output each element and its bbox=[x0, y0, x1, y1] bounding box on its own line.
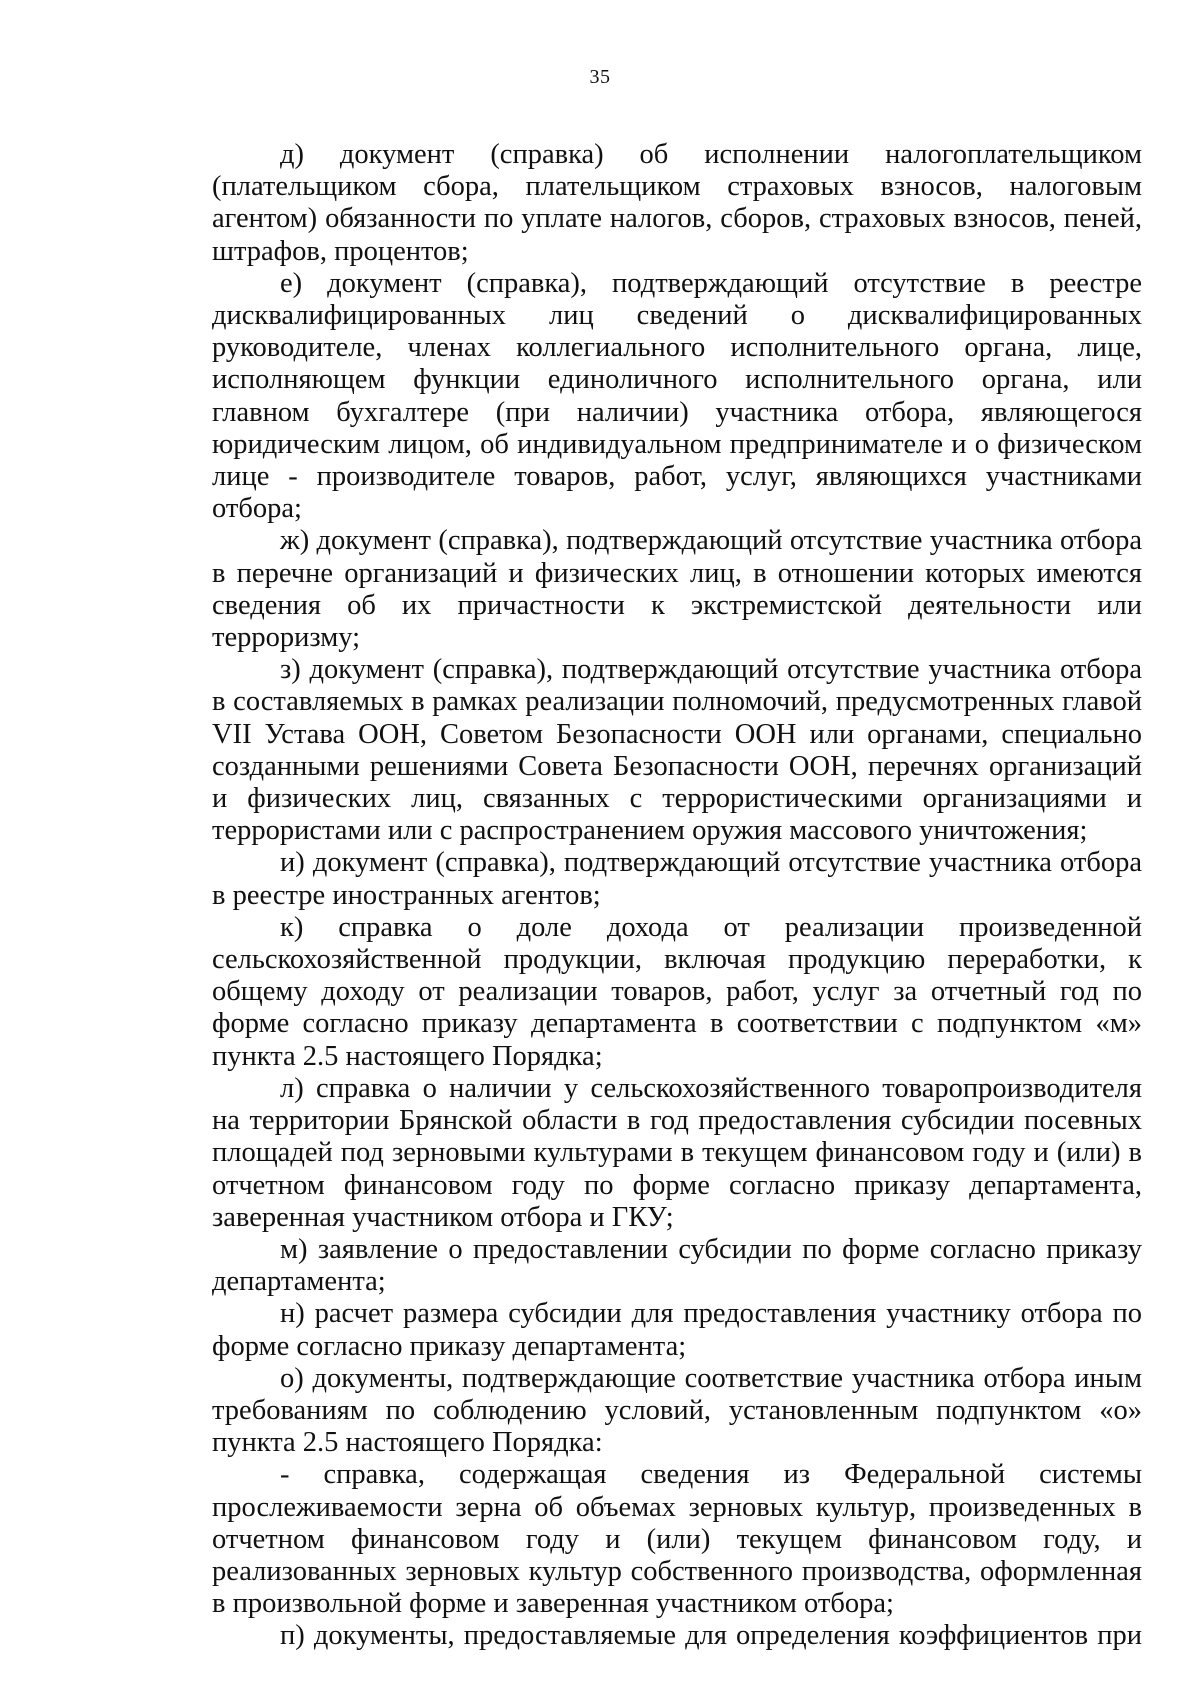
document-body bbox=[212, 139, 1142, 1653]
paragraph-d: д) документ (справка) об исполнении налогоплательщиком (плательщиком сбора, плательщиком страховых взносов, налоговым агентом) обязанности по уплате налогов, сборов, страховых взносов, пеней, штрафов, процентов; bbox=[212, 139, 1142, 267]
page-number: 35 bbox=[589, 66, 611, 88]
paragraph-o: о) документы, подтверждающие соответствие участника отбора иным требованиям по соблюдению условий, установленным подпунктом «о» пункта 2.5 настоящего Порядка: bbox=[212, 1362, 1142, 1459]
paragraph-p: п) документы, предоставляемые для определения коэффициентов при bbox=[280, 1620, 1142, 1652]
paragraph-i: и) документ (справка), подтверждающий отсутствие участника отбора в реестре иностранных агентов; bbox=[212, 847, 1142, 911]
paragraph-zh: ж) документ (справка), подтверждающий отсутствие участника отбора в перечне организаций и физических лиц, в отношении которых имеются сведения об их причастности к экстремистской деятельности или терроризму; bbox=[212, 525, 1142, 654]
paragraph-n: н) расчет размера субсидии для предоставления участнику отбора по форме согласно приказу департамента; bbox=[212, 1298, 1142, 1362]
paragraph-m: м) заявление о предоставлении субсидии по форме согласно приказу департамента; bbox=[212, 1233, 1142, 1298]
paragraph-o-bullet: - справка, содержащая сведения из Федеральной системы прослеживаемости зерна об объемах зерновых культур, произведенных в отчетном финансовом году и (или) текущем финансовом году, и реализованных зерновых культур собственного производства, оформленная в произвольной форме и заверенная участником отбора; bbox=[212, 1459, 1142, 1620]
paragraph-z: з) документ (справка), подтверждающий отсутствие участника отбора в составляемых в рамках реализации полномочий, предусмотренных главой VII Устава ООН, Советом Безопасности ООН или органами, специально созданными решениями Совета Безопасности ООН, перечнях организаций и физических лиц, связанных с террористическими организациями и террористами или с распространением оружия массового уничтожения; bbox=[212, 654, 1142, 847]
paragraph-k: к) справка о доле дохода от реализации произведенной сельскохозяйственной продукции, включая продукцию переработки, к общему доходу от реализации товаров, работ, услуг за отчетный год по форме согласно приказу департамента в соответствии с подпунктом «м» пункта 2.5 настоящего Порядка; bbox=[212, 911, 1142, 1072]
paragraph-e: е) документ (справка), подтверждающий отсутствие в реестре дисквалифицированных лиц сведений о дисквалифицированных руководителе, членах коллегиального исполнительного органа, лице, исполняющем функции единоличного исполнительного органа, или главном бухгалтере (при наличии) участника отбора, являющегося юридическим лицом, об индивидуальном предпринимателе и о физическом лице - производителе товаров, работ, услуг, являющихся участниками отбора; bbox=[212, 267, 1142, 525]
paragraph-l: л) справка о наличии у сельскохозяйственного товаропроизводителя на территории Брянской области в год предоставления субсидии посевных площадей под зерновыми культурами в текущем финансовом году и (или) в отчетном финансовом году по форме согласно приказу департамента, заверенная участником отбора и ГКУ; bbox=[212, 1072, 1142, 1233]
